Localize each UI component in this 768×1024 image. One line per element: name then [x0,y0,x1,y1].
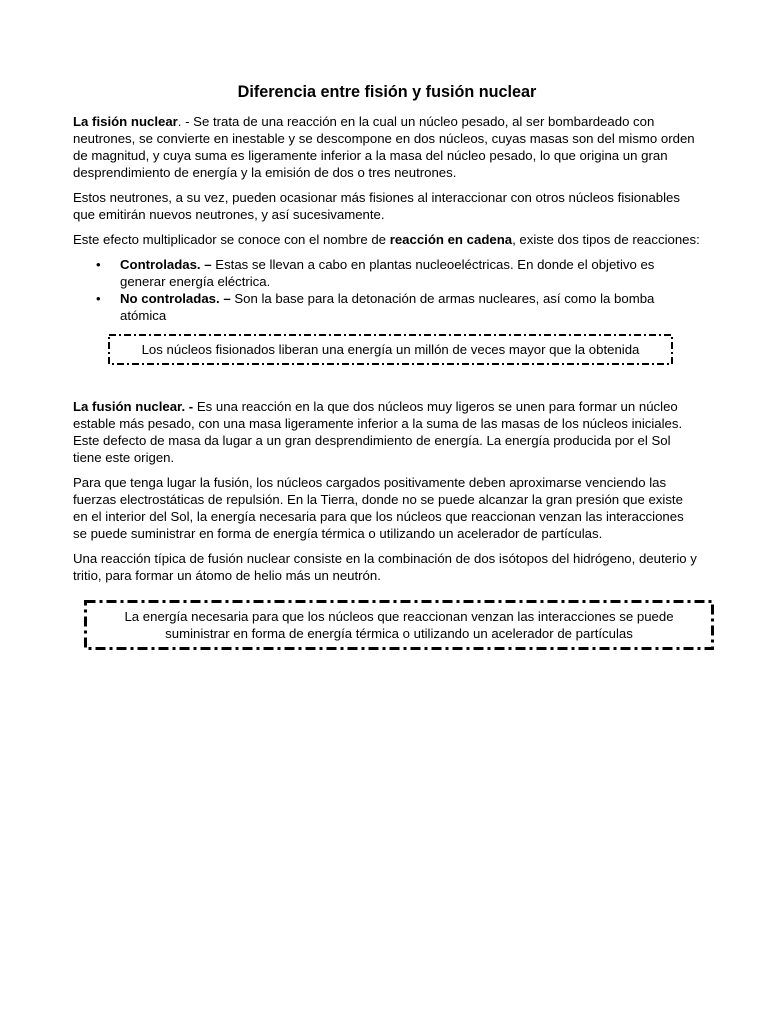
chain-reaction-paragraph [73,231,701,248]
fission-note-text: Los núcleos fisionados liberan una energía un millón de veces mayor que la obtenida [141,342,640,357]
dash-dot-frame [84,600,714,650]
uncontrolled-label: No controladas. – [120,291,231,306]
fusion-example-paragraph: Una reacción típica de fusión nuclear consiste en la combinación de dos isótopos del hidrógeno, deuterio y tritio, para formar un átomo de helio más un neutrón. [73,551,697,583]
fusion-note-box [84,600,714,650]
bullet-icon: • [96,257,101,272]
fusion-intro-paragraph [73,398,701,466]
uncontrolled-text: Son la base para la detonación de armas nucleares, así como la bomba atómica [120,291,655,323]
fission-intro-paragraph [73,113,701,181]
dash-dot-frame [108,334,673,365]
bullet-icon: • [96,291,101,306]
controlled-label: Controladas. – [120,257,212,272]
fusion-heading: La fusión nuclear. - [73,399,194,414]
fission-chain-paragraph: Estos neutrones, a su vez, pueden ocasionar más fisiones al interaccionar con otros núcleos fisionables que emitirán nuevos neutrones, y así sucesivamente. [73,190,680,222]
reaction-types-list [73,256,701,324]
chain-reaction-text-before: Este efecto multiplicador se conoce con el nombre de [73,232,390,247]
fission-note-box [108,334,673,365]
list-item-controlled [73,256,701,290]
fission-intro-text: . - Se trata de una reacción en la cual un núcleo pesado, al ser bombardeado con neutrones, se convierte en inestable y se descompone en dos núcleos, cuyas masas son del mismo orden de magnitud, y cuya suma es ligeramente inferior a la masa del núcleo pesado, lo que origina un gran desprendimiento de energía y la emisión de dos o tres neutrones. [73,114,695,180]
fusion-conditions-paragraph: Para que tenga lugar la fusión, los núcleos cargados positivamente deben aproximarse venciendo las fuerzas electrostáticas de repulsión. En la Tierra, donde no se puede alcanzar la gran presión que existe en el interior del Sol, la energía necesaria para que los núcleos que reaccionan venzan las interacciones se puede suministrar en forma de energía térmica o utilizando un acelerador de partículas. [73,475,684,541]
document-body [73,82,701,650]
chain-reaction-text-after: , existe dos tipos de reacciones: [512,232,700,247]
chain-reaction-term: reacción en cadena [389,232,513,247]
controlled-text: Estas se llevan a cabo en plantas nucleoeléctricas. En donde el objetivo es generar energía eléctrica. [120,257,655,289]
list-item-uncontrolled [73,290,701,324]
fission-heading: La fisión nuclear [73,114,178,129]
fusion-note-text: La energía necesaria para que los núcleos que reaccionan venzan las interacciones se puede suministrar en forma de energía térmica o utilizando un acelerador de partículas [124,609,674,641]
document-title: Diferencia entre fisión y fusión nuclear [237,83,537,101]
fusion-intro-text: Es una reacción en la que dos núcleos muy ligeros se unen para formar un núcleo estable más pesado, con una masa ligeramente inferior a la suma de las masas de los núcleos iniciales. Este defecto de masa da lugar a un gran desprendimiento de energía. La energía producida por el Sol tiene este origen. [73,399,683,465]
